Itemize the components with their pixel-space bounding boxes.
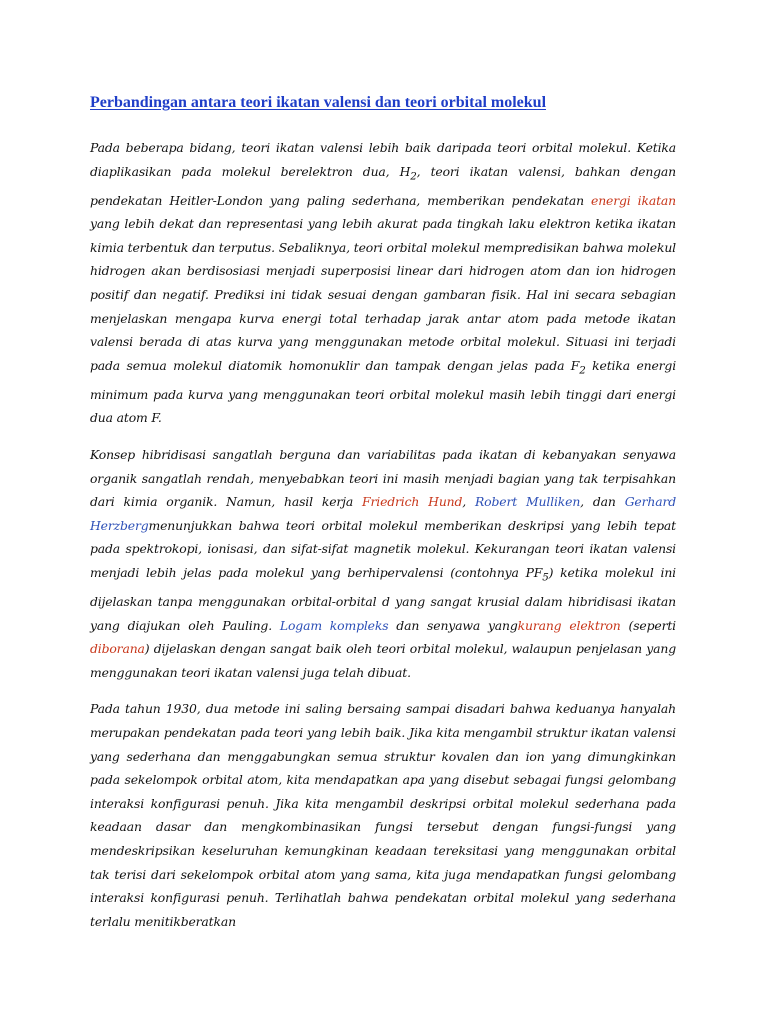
link-kurang-elektron[interactable]: kurang elektron [517, 617, 621, 633]
paragraph-1-text-b: , teori ikatan valensi, bahkan dengan pendekatan Heitler-London yang paling sederhana, memberikan pendekatan [90, 163, 676, 208]
link-energi-ikatan[interactable]: energi ikatan [591, 192, 676, 208]
paragraph-1-text-c: yang lebih dekat dan representasi yang lebih akurat pada tingkah laku elektron ketika ikatan kimia terbentuk dan terputus. Sebaliknya, teori orbital molekul mempredisikan bahwa molekul hidrogen akan berdisosiasi menjadi superposisi linear dari hidrogen atom dan ion hidrogen positif dan negatif. Prediksi ini tidak sesuai dengan gambaran fisik. Hal ini secara sebagian menjelaskan mengapa kurva energi total terhadap jarak antar atom pada metode ikatan valensi berada di atas kurva yang menggunakan metode orbital molekul. Situasi ini terjadi pada semua molekul diatomik homonuklir dan tampak dengan jelas pada F [90, 216, 676, 373]
link-diborana[interactable]: diborana [90, 641, 145, 657]
paragraph-2-text-g: (seperti [620, 617, 676, 633]
paragraph-2-text-d: menunjukkan bahwa teori orbital molekul memberikan deskripsi yang lebih tepat pada spektrokopi, ionisasi, dan sifat-sifat magnetik molekul. Kekurangan teori ikatan valensi menjadi lebih jelas pada molekul yang berhipervalensi (contohnya PF [90, 517, 676, 581]
subscript-pf5: 5 [542, 571, 549, 584]
paragraph-3: Pada tahun 1930, dua metode ini saling bersaing sampai disadari bahwa keduanya hanyalah merupakan pendekatan pada teori yang lebih baik. Jika kita mengambil struktur ikatan valensi yang sederhana dan menggabungkan semua struktur kovalen dan ion yang dimungkinkan pada sekelompok orbital atom, kita mendapatkan apa yang disebut sebagai fungsi gelombang interaksi konfigurasi penuh. Jika kita mengambil deskripsi orbital molekul sederhana pada keadaan dasar dan mengkombinasikan fungsi tersebut dengan fungsi-fungsi yang mendeskripsikan keseluruhan kemungkinan keadaan tereksitasi yang menggunakan orbital tak terisi dari sekelompok orbital atom yang sama, kita juga mendapatkan fungsi gelombang interaksi konfigurasi penuh. Terlihatlah bahwa pendekatan orbital molekul yang sederhana terlalu menitikberatkan [90, 701, 676, 929]
paragraph-2-text-b: , [462, 494, 475, 510]
paragraph-2-text-a: Konsep hibridisasi sangatlah berguna dan variabilitas pada ikatan di kebanyakan senyawa organik sangatlah rendah, menyebabkan teori ini masih menjadi bagian yang tak terpisahkan dari kimia organik. Namun, hasil kerja [90, 447, 676, 510]
link-gerhard-herzberg[interactable]: Gerhard Herzberg [90, 494, 677, 533]
link-friedrich-hund[interactable]: Friedrich Hund [362, 494, 463, 510]
paragraph-2-text-e: ) ketika molekul ini dijelaskan tanpa menggunakan orbital-orbital d yang sangat krusial dalam hibridisasi ikatan yang diajukan oleh Pauling. [90, 565, 676, 633]
subscript-f2: 2 [579, 364, 586, 377]
document-title[interactable]: Perbandingan antara teori ikatan valensi dan teori orbital molekul [90, 94, 547, 111]
paragraph-1-text-a: Pada beberapa bidang, teori ikatan valensi lebih baik daripada teori orbital molekul. Ketika diaplikasikan pada molekul berelektron dua, H [90, 140, 676, 179]
subscript-h2: 2 [410, 170, 417, 183]
paragraph-2 [90, 443, 676, 684]
paragraph-2-text-h: ) dijelaskan dengan sangat baik oleh teori orbital molekul, walaupun penjelasan yang menggunakan teori ikatan valensi juga telah dibuat. [90, 641, 676, 680]
document-page [90, 92, 676, 946]
paragraph-1 [90, 136, 676, 430]
paragraph-2-text-f: dan senyawa yang [388, 617, 518, 633]
link-logam-kompleks[interactable]: Logam kompleks [279, 617, 389, 633]
paragraph-2-text-c: , dan [580, 494, 625, 510]
link-robert-mulliken[interactable]: Robert Mulliken [475, 494, 581, 510]
paragraph-1-text-d: ketika energi minimum pada kurva yang menggunakan teori orbital molekul masih lebih tinggi dari energi dua atom F. [90, 357, 677, 426]
